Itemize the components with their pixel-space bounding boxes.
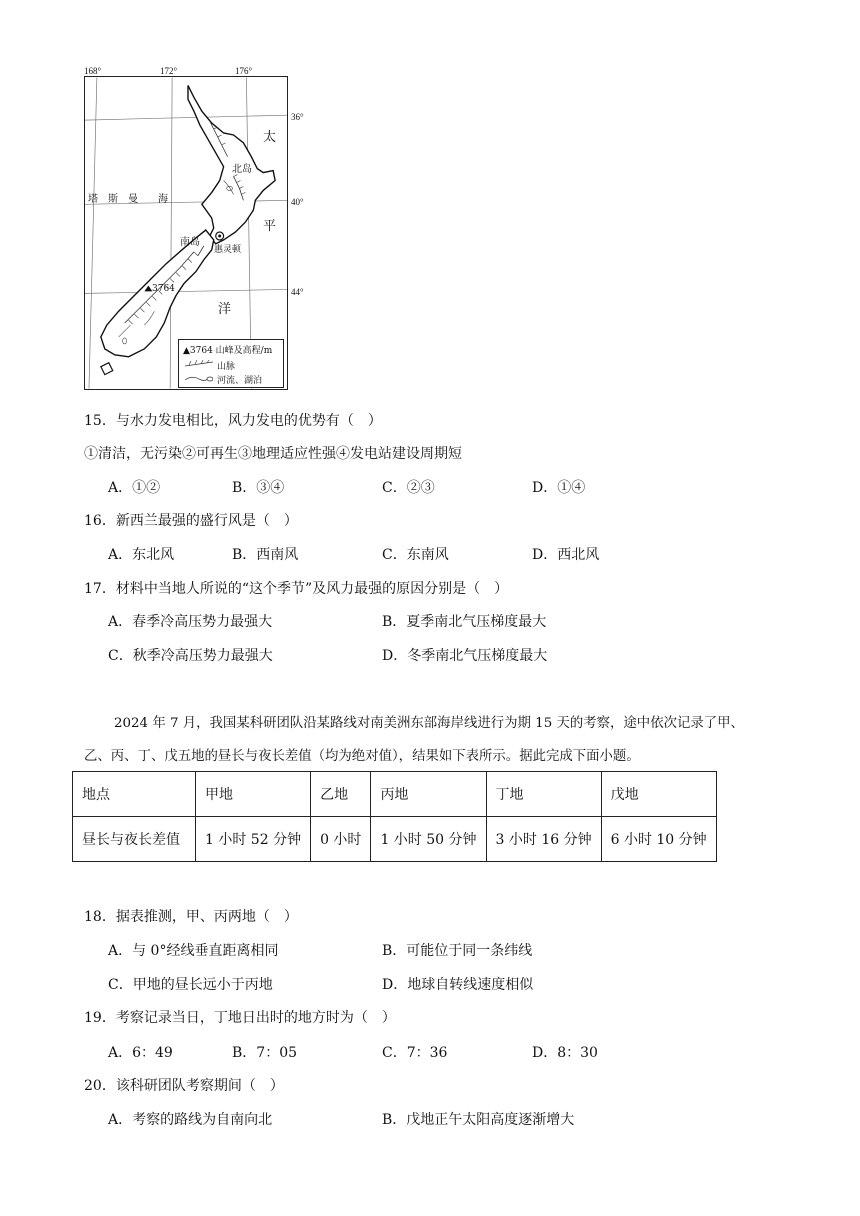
lon-label-176: 176° [235,66,253,76]
table-header-cell: 乙地 [311,772,371,817]
legend-river: 河流、湖泊 [217,376,263,386]
table-cell: 1 小时 50 分钟 [371,817,486,862]
question-20-stem: 20．该科研团队考察期间（ ） [84,1078,284,1094]
table-header-cell: 丙地 [371,772,486,817]
table-header-cell: 甲地 [196,772,311,817]
question-16-option-d[interactable]: D．西北风 [532,547,600,563]
question-15-option-a[interactable]: A．①② [108,480,161,496]
question-19-option-b[interactable]: B．7：05 [232,1045,298,1061]
table-header-row [73,772,717,817]
question-18-option-c[interactable]: C．甲地的昼长远小于丙地 [108,977,273,993]
question-15-option-b[interactable]: B．③④ [232,480,285,496]
legend-mountain-symbol [185,360,213,368]
table-header-cell: 丁地 [486,772,601,817]
question-19-stem: 19．考察记录当日，丁地日出时的地方时为（ ） [84,1010,396,1026]
question-20-option-b[interactable]: B．戊地正午太阳高度逐渐增大 [382,1112,575,1128]
question-16-option-c[interactable]: C．东南风 [382,547,449,563]
legend-peak: ▲3764 山峰及高程/m [183,346,273,356]
map-label-south-island: 南岛 [180,237,200,248]
table-cell: 6 小时 10 分钟 [601,817,716,862]
table-header-cell: 地点 [73,772,196,817]
question-15-statements: ①清洁，无污染②可再生③地理适应性强④发电站建设周期短 [84,446,462,462]
table-cell: 昼长与夜长差值 [73,817,196,862]
legend-mountain: 山脉 [217,362,236,372]
question-20-option-a[interactable]: A．考察的路线为自南向北 [108,1112,273,1128]
map-label-tasman-sea: 塔 斯 曼 海 [88,194,168,205]
stewart-island-shape [101,363,113,375]
map-label-tai: 太 [263,130,277,145]
map-label-yang: 洋 [218,302,232,317]
question-18-option-b[interactable]: B．可能位于同一条纬线 [382,943,533,959]
table-cell: 1 小时 52 分钟 [196,817,311,862]
question-17-stem: 17．材料中当地人所说的“这个季节”及风力最强的原因分别是（ ） [84,581,509,597]
lat-label-44: 44° [291,287,304,297]
question-17-option-d[interactable]: D．冬季南北气压梯度最大 [382,648,548,664]
map-label-peak-value: 3764 [152,284,175,294]
lon-label-172: 172° [160,66,178,76]
question-18-stem: 18．据表推测，甲、丙两地（ ） [84,909,298,925]
map-label-ping: 平 [263,219,277,234]
table-row [73,817,717,862]
question-17-option-a[interactable]: A．春季冷高压势力最强大 [108,614,273,630]
day-length-table [72,771,717,862]
table-cell: 3 小时 16 分钟 [486,817,601,862]
map-legend [178,339,284,388]
question-15-option-d[interactable]: D．①④ [532,480,586,496]
question-19-option-d[interactable]: D．8：30 [532,1045,598,1061]
lat-label-40: 40° [291,197,304,207]
question-19-option-c[interactable]: C．7：36 [382,1045,448,1061]
question-15-stem: 15．与水力发电相比，风力发电的优势有（ ） [84,413,382,429]
question-17-option-b[interactable]: B．夏季南北气压梯度最大 [382,614,547,630]
question-16-stem: 16．新西兰最强的盛行风是（ ） [84,513,298,529]
lon-label-168: 168° [84,66,102,76]
question-16-option-a[interactable]: A．东北风 [108,547,175,563]
question-18-option-d[interactable]: D．地球自转线速度相似 [382,977,534,993]
question-15-option-c[interactable]: C．②③ [382,480,435,496]
question-17-option-c[interactable]: C．秋季冷高压势力最强大 [108,648,273,664]
question-19-option-a[interactable]: A．6：49 [108,1045,173,1061]
question-16-option-b[interactable]: B．西南风 [232,547,299,563]
map-label-north-island: 北岛 [232,164,252,175]
table-cell: 0 小时 [311,817,371,862]
passage-line-1: 2024 年 7 月，我国某科研团队沿某路线对南美洲东部海岸线进行为期 15 天的考察，途中依次记录了甲、 [114,716,744,731]
table-header-cell: 戊地 [601,772,716,817]
question-18-option-a[interactable]: A．与 0°经线垂直距离相同 [108,943,279,959]
legend-river-symbol [185,375,213,383]
lat-label-36: 36° [291,112,304,122]
passage-line-2: 乙、丙、丁、戊五地的昼长与夜长差值（均为绝对值），结果如下表所示。据此完成下面小题。 [84,749,640,764]
map-label-wellington: 惠灵顿 [214,245,242,255]
